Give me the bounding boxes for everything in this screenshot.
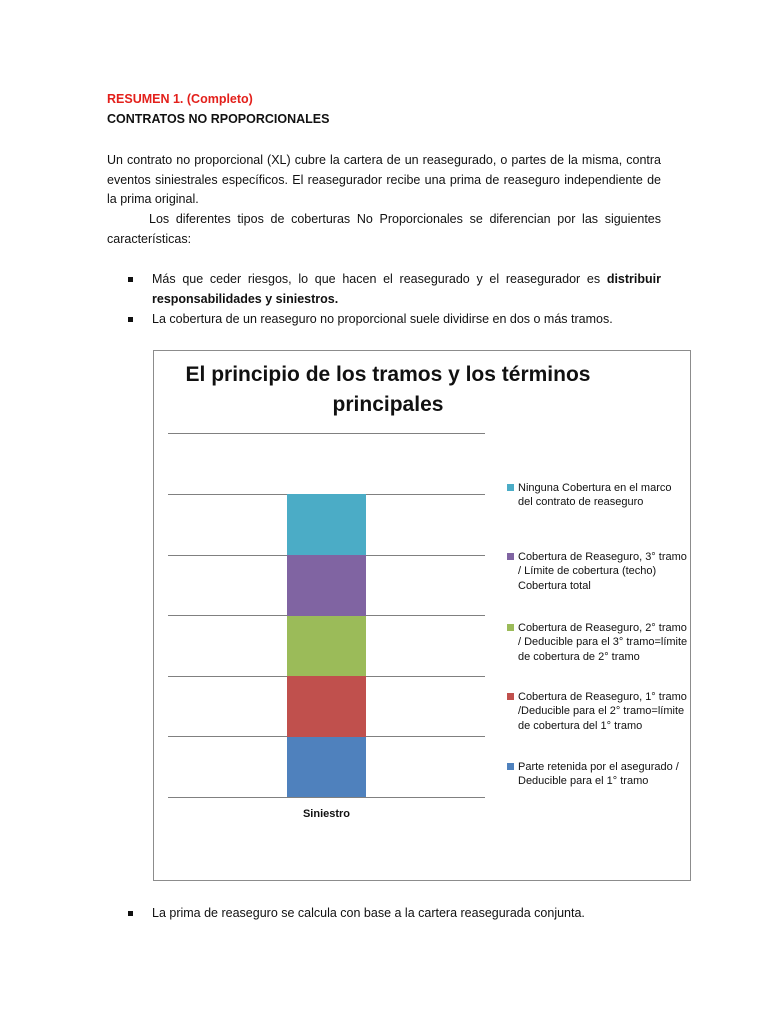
legend-swatch xyxy=(507,484,514,491)
bar-segment-5 xyxy=(287,494,366,555)
bullet-text-bold: distribuir responsabilidades y siniestros. xyxy=(152,272,661,306)
bullet-marker xyxy=(128,317,133,322)
types-paragraph: Los diferentes tipos de coberturas No Proporcionales se diferencian por las siguientes características: xyxy=(107,212,661,246)
legend-label: Cobertura de Reaseguro, 2° tramo / Deducible para el 3° tramo=límite de cobertura de 2° tramo xyxy=(518,622,688,663)
intro-paragraph: Un contrato no proporcional (XL) cubre la cartera de un reasegurado, o partes de la misma, contra eventos siniestrales específicos. El reasegurador recibe una prima de reaseguro independiente de la prima original. xyxy=(107,153,661,206)
bullet-item xyxy=(107,270,661,309)
legend-swatch xyxy=(507,693,514,700)
bullet-item xyxy=(107,310,661,330)
bar-segment-3 xyxy=(287,615,366,676)
bullet-text: La prima de reaseguro se calcula con base a la cartera reasegurada conjunta. xyxy=(152,906,585,920)
x-axis-line xyxy=(168,797,485,798)
legend-label: Parte retenida por el asegurado / Deducible para el 1° tramo xyxy=(518,761,679,788)
gridline xyxy=(168,433,485,434)
legend-label: Cobertura de Reaseguro, 1° tramo /Deducible para el 2° tramo=límite de cobertura del 1° tramo xyxy=(518,691,687,732)
legend-swatch xyxy=(507,763,514,770)
bullet-text: La cobertura de un reaseguro no proporcional suele dividirse en dos o más tramos. xyxy=(152,312,613,326)
section-title: CONTRATOS NO RPOPORCIONALES xyxy=(107,112,330,126)
bullet-text: Más que ceder riesgos, lo que hacen el reasegurado y el reasegurador es xyxy=(152,272,607,286)
summary-title: RESUMEN 1. (Completo) xyxy=(107,92,253,106)
bar-segment-4 xyxy=(287,555,366,616)
bullet-marker xyxy=(128,911,133,916)
bullet-marker xyxy=(128,277,133,282)
bar-segment-1 xyxy=(287,736,366,797)
bullet-list-bottom xyxy=(107,904,661,925)
legend-label: Ninguna Cobertura en el marco del contrato de reaseguro xyxy=(518,482,672,509)
bar-segment-2 xyxy=(287,676,366,737)
bullet-item xyxy=(107,904,661,924)
legend-swatch xyxy=(507,624,514,631)
chart-title: El principio de los tramos y los términos principales xyxy=(185,363,591,416)
legend-swatch xyxy=(507,553,514,560)
x-tick-label: Siniestro xyxy=(302,808,351,820)
bullet-list-top xyxy=(107,270,661,331)
legend-label: Cobertura de Reaseguro, 3° tramo / Límite de cobertura (techo) Cobertura total xyxy=(518,551,687,592)
